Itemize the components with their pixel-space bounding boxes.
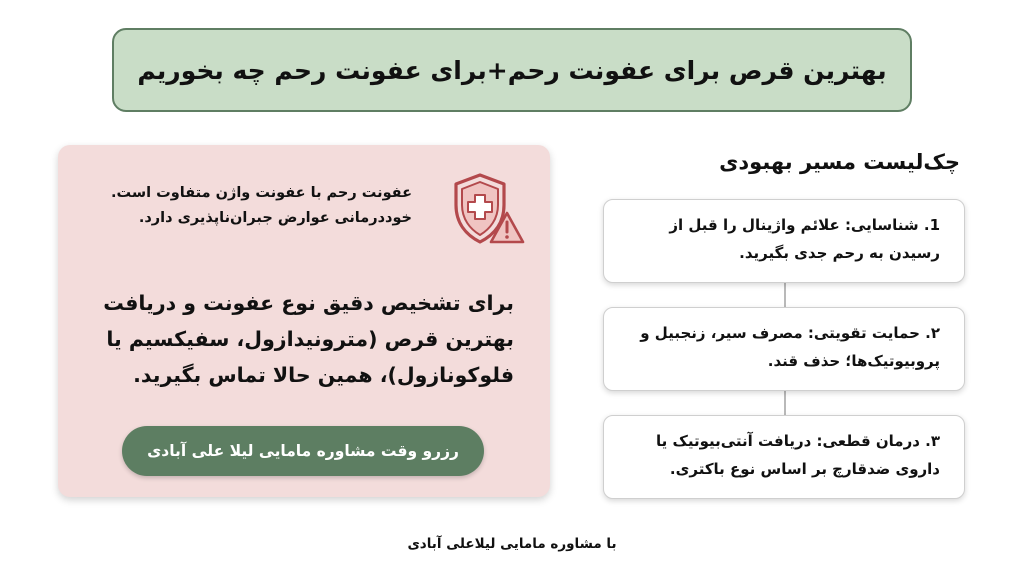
checklist-step: 1. شناسایی: علائم واژینال را قبل از رسیدن به رحم جدی بگیرید.	[603, 199, 965, 283]
shield-warning-icon	[442, 169, 526, 249]
footer-credit: با مشاوره مامایی لیلاعلی آبادی	[407, 536, 617, 552]
warning-text	[82, 181, 412, 231]
cta-text: برای تشخیص دقیق نوع عفونت و دریافت بهترین قرص (مترونیدازول، سفیکسیم یا فلوکونازول)، همین حالا تماس بگیرید.	[103, 291, 514, 387]
book-consultation-button[interactable]: رزرو وقت مشاوره مامایی لیلا علی آبادی	[122, 426, 484, 476]
title-banner	[112, 28, 912, 112]
checklist-step: ۳. درمان قطعی: دریافت آنتی‌بیوتیک یا داروی ضدقارچ بر اساس نوع باکتری.	[603, 415, 965, 499]
warning-card	[58, 145, 550, 497]
checklist-step: ۲. حمایت تقویتی: مصرف سیر، زنجبیل و پروبیوتیک‌ها؛ حذف قند.	[603, 307, 965, 391]
page-title: بهترین قرص برای عفونت رحم+برای عفونت رحم چه بخوریم	[137, 55, 887, 85]
warning-line-1: عفونت رحم با عفونت واژن متفاوت است.	[111, 185, 412, 201]
checklist-title: چک‌لیست مسیر بهبودی	[719, 150, 960, 174]
warning-line-2: خوددرمانی عوارض جبران‌ناپذیری دارد.	[138, 210, 412, 226]
